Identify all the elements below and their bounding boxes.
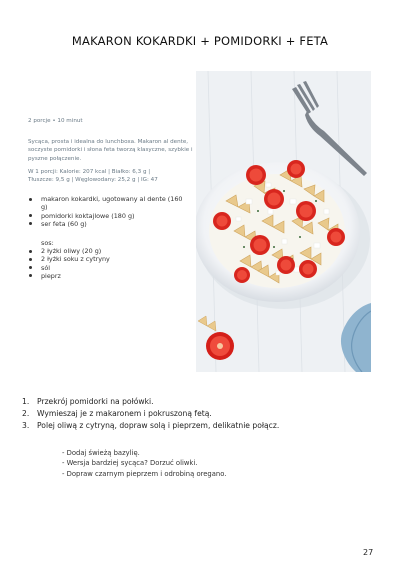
tip-item: - Dodaj świeżą bazylię. [62,449,140,457]
sauce-list [28,247,188,280]
nutrition-line-2: Tłuszcze: 9,5 g | Węglowodany: 25,2 g | IG: 47 [28,177,158,184]
page-number: 27 [363,548,374,557]
steps-list [22,396,362,432]
ingredients-list [28,195,188,228]
step-text: Polej oliwą z cytryną, dopraw solą i pieprzem, delikatnie połącz. [37,421,280,430]
recipe-title: MAKARON KOKARDKI + POMIDORKI + FETA [71,34,329,48]
step-number: 2. [22,409,30,418]
ingredient-item: pomidorki koktajlowe (180 g) [28,212,188,220]
ingredient-item: ser feta (60 g) [28,220,188,228]
step-text: Wymieszaj je z makaronem i pokruszoną fetą. [37,409,212,418]
step-item [22,408,362,420]
pasta-photo [196,71,371,372]
tip-item: - Wersja bardziej sycąca? Dorzuć oliwki. [62,459,198,468]
step-number: 3. [22,421,30,430]
sauce-item: 2 łyżki soku z cytryny [28,255,188,263]
sauce-label: sos: [41,239,54,247]
sauce-item: 2 łyżki oliwy (20 g) [28,247,188,255]
ingredient-item: makaron kokardki, ugotowany al dente (160 g) [28,195,188,212]
step-number: 1. [22,397,30,406]
tip-item: - Dopraw czarnym pieprzem i odrobiną oregano. [62,469,227,478]
recipe-description: Sycąca, prosta i idealna do lunchboxa. Makaron al dente, soczyste pomidorki i słona feta tworzą klasyczne, szybkie i pyszne połączenie. [28,139,193,162]
sauce-item: sól [28,264,188,272]
step-text: Przekrój pomidorki na połówki. [37,397,154,406]
step-item [22,396,362,408]
nutrition-info [28,168,193,185]
sauce-item: pieprz [28,272,188,280]
nutrition-line-1: W 1 porcji: Kalorie: 207 kcal | Białko: 6,3 g | [28,169,151,175]
step-item [22,420,362,432]
servings-time: 2 porcje • 10 minut [28,118,83,124]
tips-list [62,448,362,479]
